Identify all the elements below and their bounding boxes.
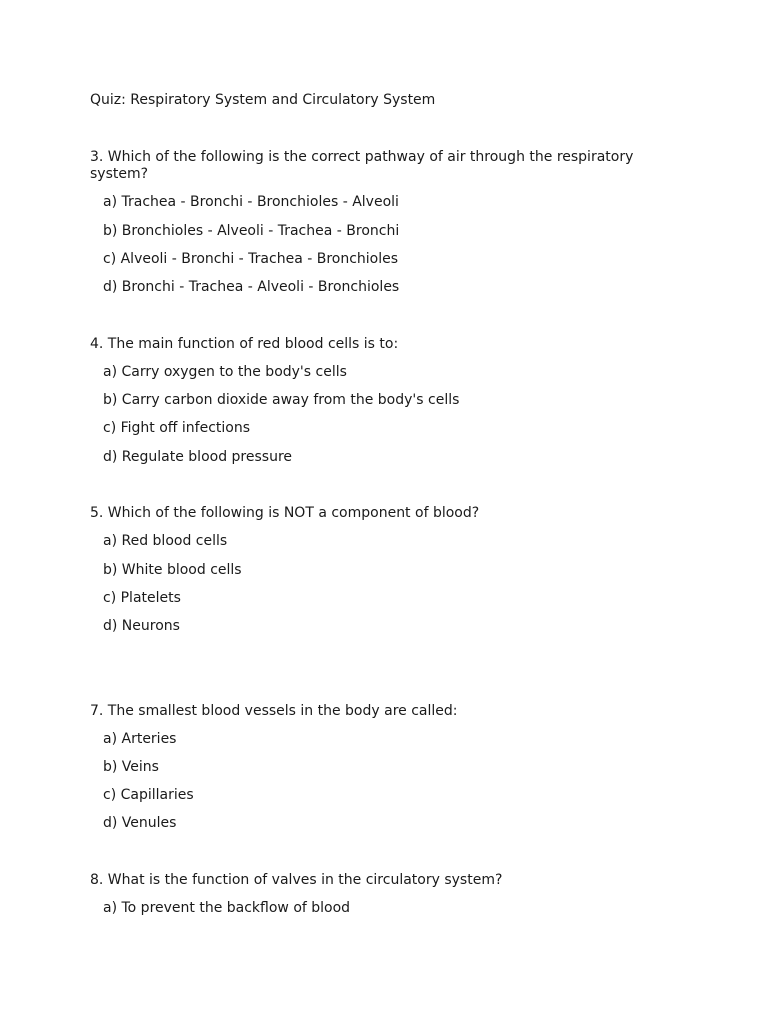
question-7-option-c: c) Capillaries [103, 787, 194, 803]
question-8-text: 8. What is the function of valves in the circulatory system? [90, 872, 503, 888]
question-4-text: 4. The main function of red blood cells is to: [90, 336, 399, 352]
question-4-option-d: d) Regulate blood pressure [103, 449, 293, 465]
question-4-option-a: a) Carry oxygen to the body's cells [103, 364, 347, 380]
question-3-option-a: a) Trachea - Bronchi - Bronchioles - Alveoli [103, 194, 399, 210]
question-5-text: 5. Which of the following is NOT a component of blood? [90, 505, 480, 521]
question-7-text: 7. The smallest blood vessels in the body are called: [90, 703, 458, 719]
question-5-option-b: b) White blood cells [103, 562, 242, 578]
question-7-option-b: b) Veins [103, 759, 159, 775]
question-3-option-c: c) Alveoli - Bronchi - Trachea - Bronchioles [103, 251, 399, 267]
question-3-option-b: b) Bronchioles - Alveoli - Trachea - Bronchi [103, 223, 400, 239]
question-7-option-d: d) Venules [103, 815, 177, 831]
question-5-option-c: c) Platelets [103, 590, 181, 606]
question-7-option-a: a) Arteries [103, 731, 177, 747]
question-3-text: 3. Which of the following is the correct pathway of air through the respiratory system? [90, 149, 634, 182]
question-8-option-a: a) To prevent the backflow of blood [103, 900, 351, 916]
quiz-title: Quiz: Respiratory System and Circulatory System [90, 92, 436, 108]
question-3-option-d: d) Bronchi - Trachea - Alveoli - Bronchioles [103, 279, 400, 295]
question-5-option-d: d) Neurons [103, 618, 180, 634]
question-4-option-c: c) Fight off infections [103, 420, 251, 436]
question-5-option-a: a) Red blood cells [103, 533, 228, 549]
question-4-option-b: b) Carry carbon dioxide away from the body's cells [103, 392, 460, 408]
